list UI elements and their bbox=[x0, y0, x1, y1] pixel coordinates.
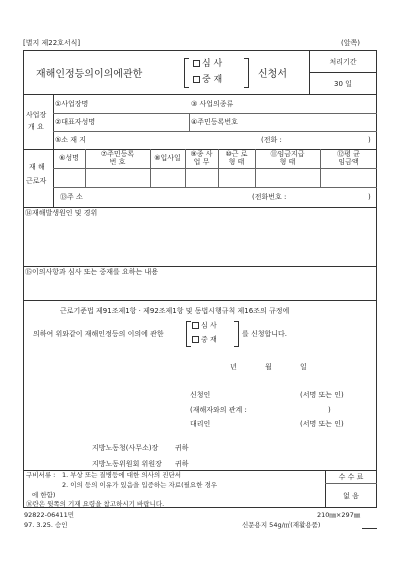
business-phone-label: (전화 : bbox=[261, 136, 282, 144]
declaration-line-1: 근로기준법 제91조제1항 · 제92조제1항 및 동법시행규칙 제16조의 규정에 bbox=[60, 307, 290, 315]
title-option-review[interactable]: 심 사 bbox=[193, 60, 222, 69]
worker-group-label-2: 근로자 bbox=[26, 177, 47, 185]
fee-value: 없 음 bbox=[343, 492, 359, 500]
addressee-labor-office: 지방노동청(사무소)장 bbox=[92, 444, 159, 452]
title-option-arbitration[interactable]: 중 재 bbox=[193, 76, 222, 85]
business-group-label: 사업장 bbox=[26, 111, 47, 119]
divider bbox=[362, 528, 377, 529]
declaration-line-2-pre: 의하여 위와같이 재해인정등의 이의에 관한 bbox=[33, 330, 164, 338]
date-month: 월 bbox=[265, 363, 272, 371]
divider bbox=[53, 187, 377, 188]
title-bracket-left bbox=[184, 58, 189, 88]
checkbox-icon[interactable] bbox=[192, 322, 199, 329]
divider bbox=[23, 300, 377, 301]
business-phone-close: ) bbox=[368, 136, 371, 144]
page-side: (앞쪽) bbox=[341, 39, 360, 47]
col-pay-type: ⑪임금지급 bbox=[270, 150, 305, 158]
paper-size: 210㎜×297㎜ bbox=[317, 511, 361, 519]
worker-phone-label: (전화번호 : bbox=[252, 193, 287, 201]
col-avg-wage-2: 임금액 bbox=[338, 158, 359, 166]
paper-spec: 신문용지 54g/㎡(재활용품) bbox=[242, 521, 321, 529]
worker-hire-field[interactable] bbox=[151, 169, 184, 186]
worker-phone-close: ) bbox=[368, 193, 371, 201]
col-work-type: ⑩근 로 bbox=[225, 150, 248, 158]
worker-address-field[interactable] bbox=[90, 189, 250, 205]
addressee-labor-committee-suffix: 귀하 bbox=[175, 460, 189, 468]
divider bbox=[23, 266, 377, 267]
relation-label: (재해자와의 관계 : bbox=[190, 406, 247, 414]
relation-close: ) bbox=[328, 406, 331, 414]
representative-id-field[interactable] bbox=[255, 114, 375, 129]
worker-address-label: ⑬주 소 bbox=[60, 193, 83, 201]
divider bbox=[23, 207, 377, 208]
decl-option-arbitration[interactable]: 중 재 bbox=[192, 336, 217, 344]
form-number: [별지 제22호서식] bbox=[23, 39, 81, 47]
date-day: 일 bbox=[300, 363, 307, 371]
title-bracket-right bbox=[244, 58, 249, 88]
divider bbox=[189, 113, 190, 131]
decl-option-review[interactable]: 심 사 bbox=[192, 322, 217, 330]
representative-field[interactable] bbox=[110, 114, 188, 129]
decl-bracket-left bbox=[186, 321, 191, 347]
divider bbox=[23, 94, 377, 95]
representative-id-label: ④주민등록번호 bbox=[191, 118, 238, 126]
col-avg-wage: ⑫평 균 bbox=[337, 150, 360, 158]
objection-reason-label: ⑮이의사항과 심사 또는 중재를 요하는 내용 bbox=[25, 268, 159, 276]
business-group-label-2: 개 요 bbox=[28, 123, 44, 131]
addressee-labor-office-suffix: 귀하 bbox=[175, 444, 189, 452]
worker-id-field[interactable] bbox=[86, 169, 149, 186]
processing-period-value: 30 일 bbox=[334, 80, 352, 88]
business-name-label: ①사업장명 bbox=[55, 100, 89, 108]
col-hire-date: ⑧입사일 bbox=[154, 154, 181, 162]
accident-cause-field[interactable] bbox=[24, 220, 376, 265]
attachments-label: 구비서류 : bbox=[26, 471, 56, 479]
checkbox-icon[interactable] bbox=[193, 76, 200, 83]
divider bbox=[309, 72, 377, 73]
decl-bracket-right bbox=[234, 321, 239, 347]
representative-label: ②대표자성명 bbox=[55, 118, 96, 126]
worker-pay-type-field[interactable] bbox=[256, 169, 319, 186]
business-type-field[interactable] bbox=[250, 96, 375, 111]
business-address-label: ⑤소 재 지 bbox=[55, 136, 87, 144]
accident-cause-label: ⑭재해발생원인 및 경위 bbox=[25, 209, 98, 217]
processing-period-label: 처리기간 bbox=[329, 58, 357, 66]
agent-label: 대리인 bbox=[190, 420, 211, 428]
business-name-field[interactable] bbox=[100, 96, 188, 111]
form-title-prefix: 재해인정등의이의에관한 bbox=[36, 69, 143, 80]
col-name: ⑥성명 bbox=[59, 154, 79, 162]
worker-name-field[interactable] bbox=[54, 169, 84, 186]
fee-label: 수 수 료 bbox=[338, 473, 364, 481]
addressee-labor-committee: 지방노동위원회 위원장 bbox=[92, 460, 162, 468]
applicant-sign[interactable]: (서명 또는 인) bbox=[300, 391, 344, 399]
agent-sign[interactable]: (서명 또는 인) bbox=[300, 420, 344, 428]
col-job-2: 업 무 bbox=[193, 158, 210, 166]
date-year: 년 bbox=[230, 363, 237, 371]
divider bbox=[53, 94, 54, 207]
col-id: ⑦주민등록 bbox=[100, 150, 135, 158]
attachment-item-2: 2. 이의 등의 이유가 있음을 입증하는 자료(필요한 경우 bbox=[62, 481, 218, 489]
worker-job-field[interactable] bbox=[186, 169, 217, 186]
col-work-type-2: 형 태 bbox=[228, 158, 245, 166]
form-code: 92822-06411민 bbox=[24, 511, 74, 519]
col-job: ⑨종 사 bbox=[190, 150, 213, 158]
applicant-label: 신청인 bbox=[190, 391, 211, 399]
objection-reason-field[interactable] bbox=[24, 279, 376, 299]
business-address-field[interactable] bbox=[100, 132, 250, 147]
worker-avg-wage-field[interactable] bbox=[321, 169, 376, 186]
business-type-label: ③ 사업의종류 bbox=[191, 100, 234, 108]
col-pay-type-2: 형 태 bbox=[279, 158, 296, 166]
divider bbox=[325, 483, 377, 484]
worker-work-type-field[interactable] bbox=[219, 169, 254, 186]
approval-date: 97. 3.25. 승인 bbox=[24, 521, 68, 529]
col-id-2: 번 호 bbox=[109, 158, 126, 166]
declaration-line-2-post: 를 신청합니다. bbox=[242, 330, 288, 338]
worker-group-label: 재 해 bbox=[29, 163, 45, 171]
checkbox-icon[interactable] bbox=[193, 60, 200, 67]
form-note: ⑯란은 뒷쪽의 기재 요령을 참고하시기 바랍니다. bbox=[26, 500, 165, 508]
checkbox-icon[interactable] bbox=[192, 336, 199, 343]
form-title-suffix: 신청서 bbox=[258, 69, 287, 80]
attachment-item-1: 1. 부상 또는 질병등에 대한 의사의 진단서 bbox=[62, 471, 182, 479]
attachment-item-2b: 에 한함) bbox=[32, 491, 56, 499]
